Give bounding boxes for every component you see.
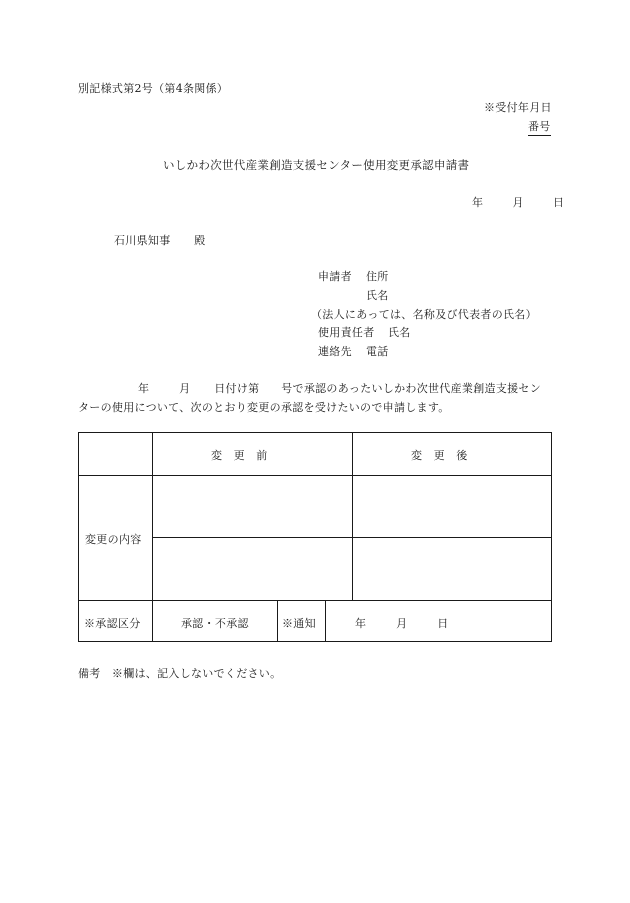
date-month: 月	[512, 196, 524, 209]
applicant-label: 申請者	[318, 270, 352, 283]
date-day: 日	[553, 196, 564, 209]
after-change-field-1[interactable]	[353, 476, 551, 537]
body-line-1	[78, 380, 541, 396]
addressee	[114, 232, 206, 248]
applicant-address-label: 住所	[366, 270, 389, 283]
body-line-2: ターの使用について、次のとおり変更の承認を受けたいので申請します。	[78, 401, 450, 414]
notice-month: 月	[396, 617, 408, 630]
table-col-divider	[277, 600, 278, 641]
approval-label: ※承認区分	[84, 617, 141, 630]
applicant-name-label: 氏名	[366, 289, 389, 302]
before-header: 変 更 前	[211, 449, 268, 462]
phone-label: 電話	[366, 345, 389, 358]
document-title: いしかわ次世代産業創造支援センター使用変更承認申請書	[163, 158, 470, 172]
notice-day: 日	[437, 617, 449, 630]
table-row-divider	[79, 600, 551, 601]
manager-name-label: 氏名	[388, 326, 411, 339]
content-label: 変更の内容	[85, 533, 142, 546]
addressee-name: 石川県知事	[114, 234, 171, 247]
before-change-field-1[interactable]	[153, 476, 352, 537]
date-line	[472, 194, 564, 210]
manager-label: 使用責任者	[318, 326, 375, 339]
table-col-divider	[152, 433, 153, 641]
body-day-ref: 日付け第	[214, 382, 260, 395]
table-col-divider	[325, 600, 326, 641]
body-rest: 号で承認のあったいしかわ次世代産業創造支援セン	[281, 382, 542, 395]
body-year: 年	[138, 382, 150, 395]
change-table	[78, 432, 552, 642]
contact-label: 連絡先	[318, 345, 352, 358]
form-reference: 別記様式第2号（第4条関係）	[78, 82, 229, 95]
notice-date	[355, 615, 449, 631]
approval-value: 承認・不承認	[181, 617, 249, 630]
body-month: 月	[179, 382, 191, 395]
before-change-field-2[interactable]	[153, 538, 352, 600]
corporation-note: （法人にあっては、名称及び代表者の氏名）	[311, 308, 537, 321]
after-header: 変 更 後	[411, 449, 468, 462]
addressee-honorific: 殿	[194, 234, 206, 247]
receipt-number-label: 番号	[528, 118, 551, 136]
notice-label: ※通知	[282, 617, 316, 630]
date-year: 年	[472, 196, 483, 209]
after-change-field-2[interactable]	[353, 538, 551, 600]
notice-year: 年	[355, 617, 367, 630]
remarks: 備考 ※欄は、記入しないでください。	[78, 667, 282, 680]
receipt-date-label: ※受付年月日	[484, 101, 552, 114]
